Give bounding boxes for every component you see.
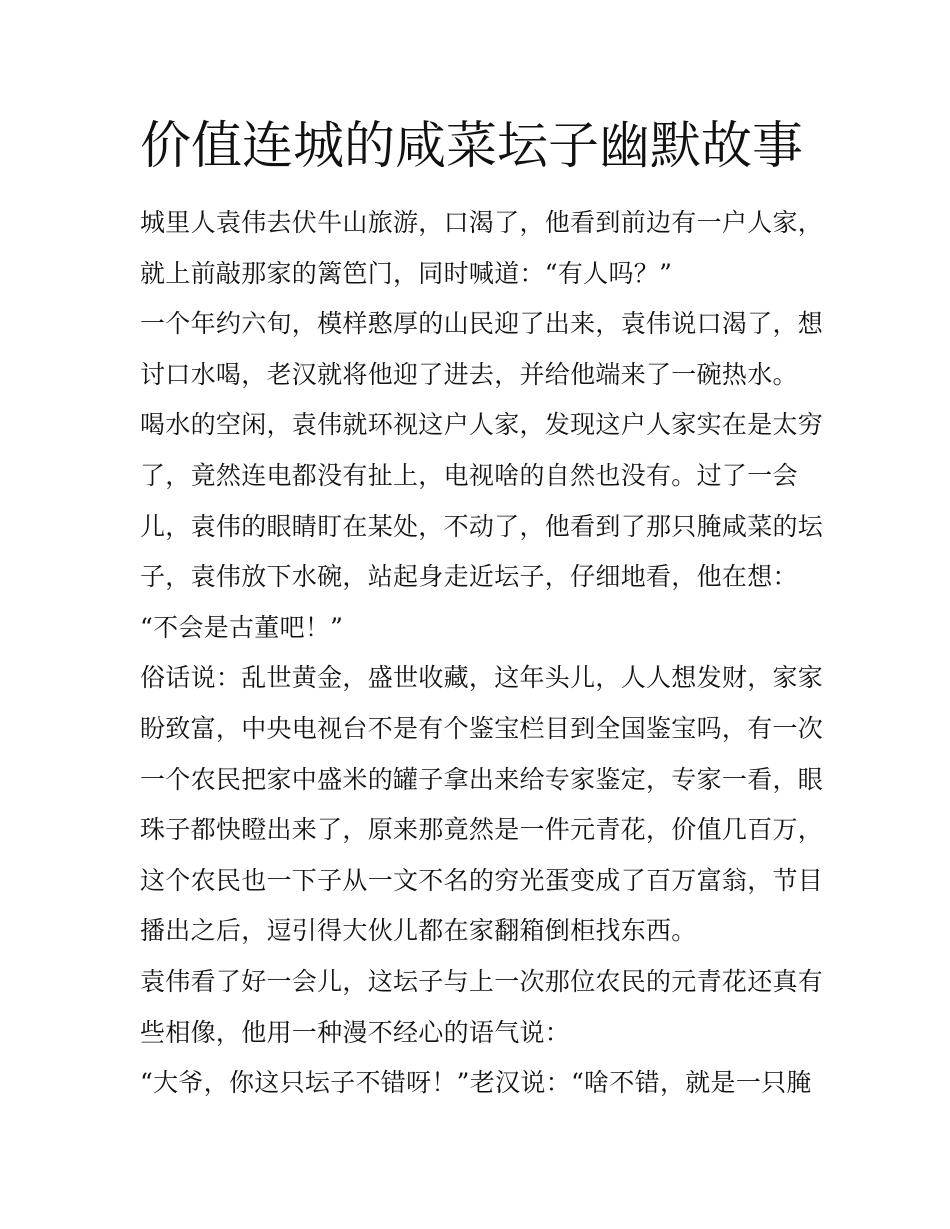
text-line: 这个农民也一下子从一文不名的穷光蛋变成了百万富翁，节目 — [140, 865, 824, 895]
text-line: 袁伟看了好一会儿，这坛子与上一次那位农民的元青花还真有 — [140, 966, 824, 996]
text-line: “不会是古董吧！” — [140, 612, 344, 642]
document-title: 价值连城的咸菜坛子幽默故事 — [140, 117, 804, 176]
text-line: “大爷，你这只坛子不错呀！”老汉说：“啥不错，就是一只腌 — [140, 1068, 812, 1098]
text-line: 珠子都快瞪出来了，原来那竟然是一件元青花，价值几百万， — [140, 815, 824, 845]
text-line: 儿，袁伟的眼睛盯在某处，不动了，他看到了那只腌咸菜的坛 — [140, 511, 824, 541]
text-line: 些相像，他用一种漫不经心的语气说： — [140, 1017, 571, 1047]
text-line: 就上前敲那家的篱笆门，同时喊道：“有人吗？” — [140, 258, 673, 288]
text-line: 一个年约六旬，模样憨厚的山民迎了出来，袁伟说口渴了，想 — [140, 309, 824, 339]
text-line: 盼致富，中央电视台不是有个鉴宝栏目到全国鉴宝吗，有一次 — [140, 713, 824, 743]
text-line: 了，竟然连电都没有扯上，电视啥的自然也没有。过了一会 — [140, 460, 798, 490]
text-line: 城里人袁伟去伏牛山旅游，口渴了，他看到前边有一户人家， — [140, 208, 824, 237]
text-line: 俗话说：乱世黄金，盛世收藏，这年头儿，人人想发财，家家 — [140, 663, 824, 693]
text-line: 喝水的空闲，袁伟就环视这户人家，发现这户人家实在是太穷 — [140, 410, 824, 440]
text-line: 播出之后，逗引得大伙儿都在家翻箱倒柜找东西。 — [140, 916, 697, 946]
text-line: 讨口水喝，老汉就将他迎了进去，并给他端来了一碗热水。 — [140, 359, 798, 389]
text-line: 一个农民把家中盛米的罐子拿出来给专家鉴定，专家一看，眼 — [140, 764, 824, 794]
document-body — [140, 198, 830, 1109]
text-line: 子，袁伟放下水碗，站起身走近坛子，仔细地看，他在想： — [140, 562, 798, 592]
